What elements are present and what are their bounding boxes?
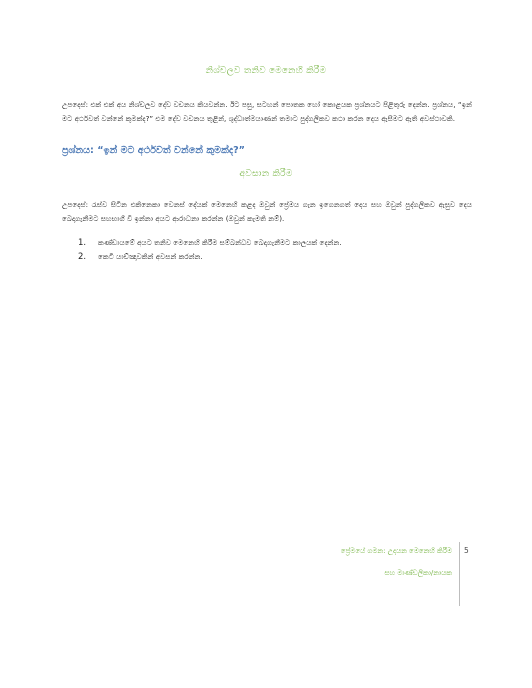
footer-book-title: ප්‍රේමයේ ගමන: උදයන මෙනෙහි කිරීම [340, 547, 452, 555]
list-text: කෙටි යාච්ඤාවකින් අවසන් කරන්න. [98, 252, 203, 261]
list-text: කණ්ඩායමේ අයට තනිව මෙනෙහි කිරීම සම්බන්ධව බෙදාගැනීමට කාලයක් දෙන්න. [98, 238, 342, 247]
page-number: 5 [464, 546, 469, 555]
footer-guide-type: සහ මාණ්ඩලිකා/නායක [384, 569, 452, 577]
closing-paragraph: උපදෙස්: රැස්ව සිටින එකිනෙකා වෙනස් දේයක් මෙනෙහි කළද ඔවුන් ප්‍රේමය ගැන ඉගෙනගත් දෙය සහ ඔවුන් පුද්ගලිකව ඇසුව දෙය බෙදාගැනීමට සහභාගී වී ඉන්නා අයට ආරාධනා කරන්න (ඔවුන් කැමති නම්). [62, 200, 472, 223]
closing-title: අවසාන කිරීම [239, 169, 293, 179]
footer-divider [459, 542, 460, 606]
list-number: 2. [78, 252, 87, 262]
list-number: 1. [78, 238, 87, 248]
list-item [78, 250, 468, 264]
question-line: ප්‍රශ්නය: “ඉන් මට අර්ථවත් වන්නේ කුමක්ද?” [62, 145, 245, 156]
closing-steps-list [78, 236, 468, 264]
list-item [78, 236, 468, 250]
instruction-paragraph: උපදෙස්: එක් එක් අය නිශ්චලව දේව වචනය කියවන්න. ඊට පසු, සටහන් පොතක හෝ කොළයක ප්‍රශ්නයට පිළිතුරු දෙන්න. ප්‍රශ්නය, “ඉන් මට අර්ථවත් වන්නේ කුමක්ද?” එම දේව වචනය තුළින්, ශුද්ධාත්මයාණන් තමාට පුද්ගලිකව කථා කරන දෙය ඇසීමට ඇති අවස්ථාවකි. [62, 100, 472, 123]
section-title: නිශ්චලව තනිව මෙනෙහි කිරීම [205, 66, 327, 76]
